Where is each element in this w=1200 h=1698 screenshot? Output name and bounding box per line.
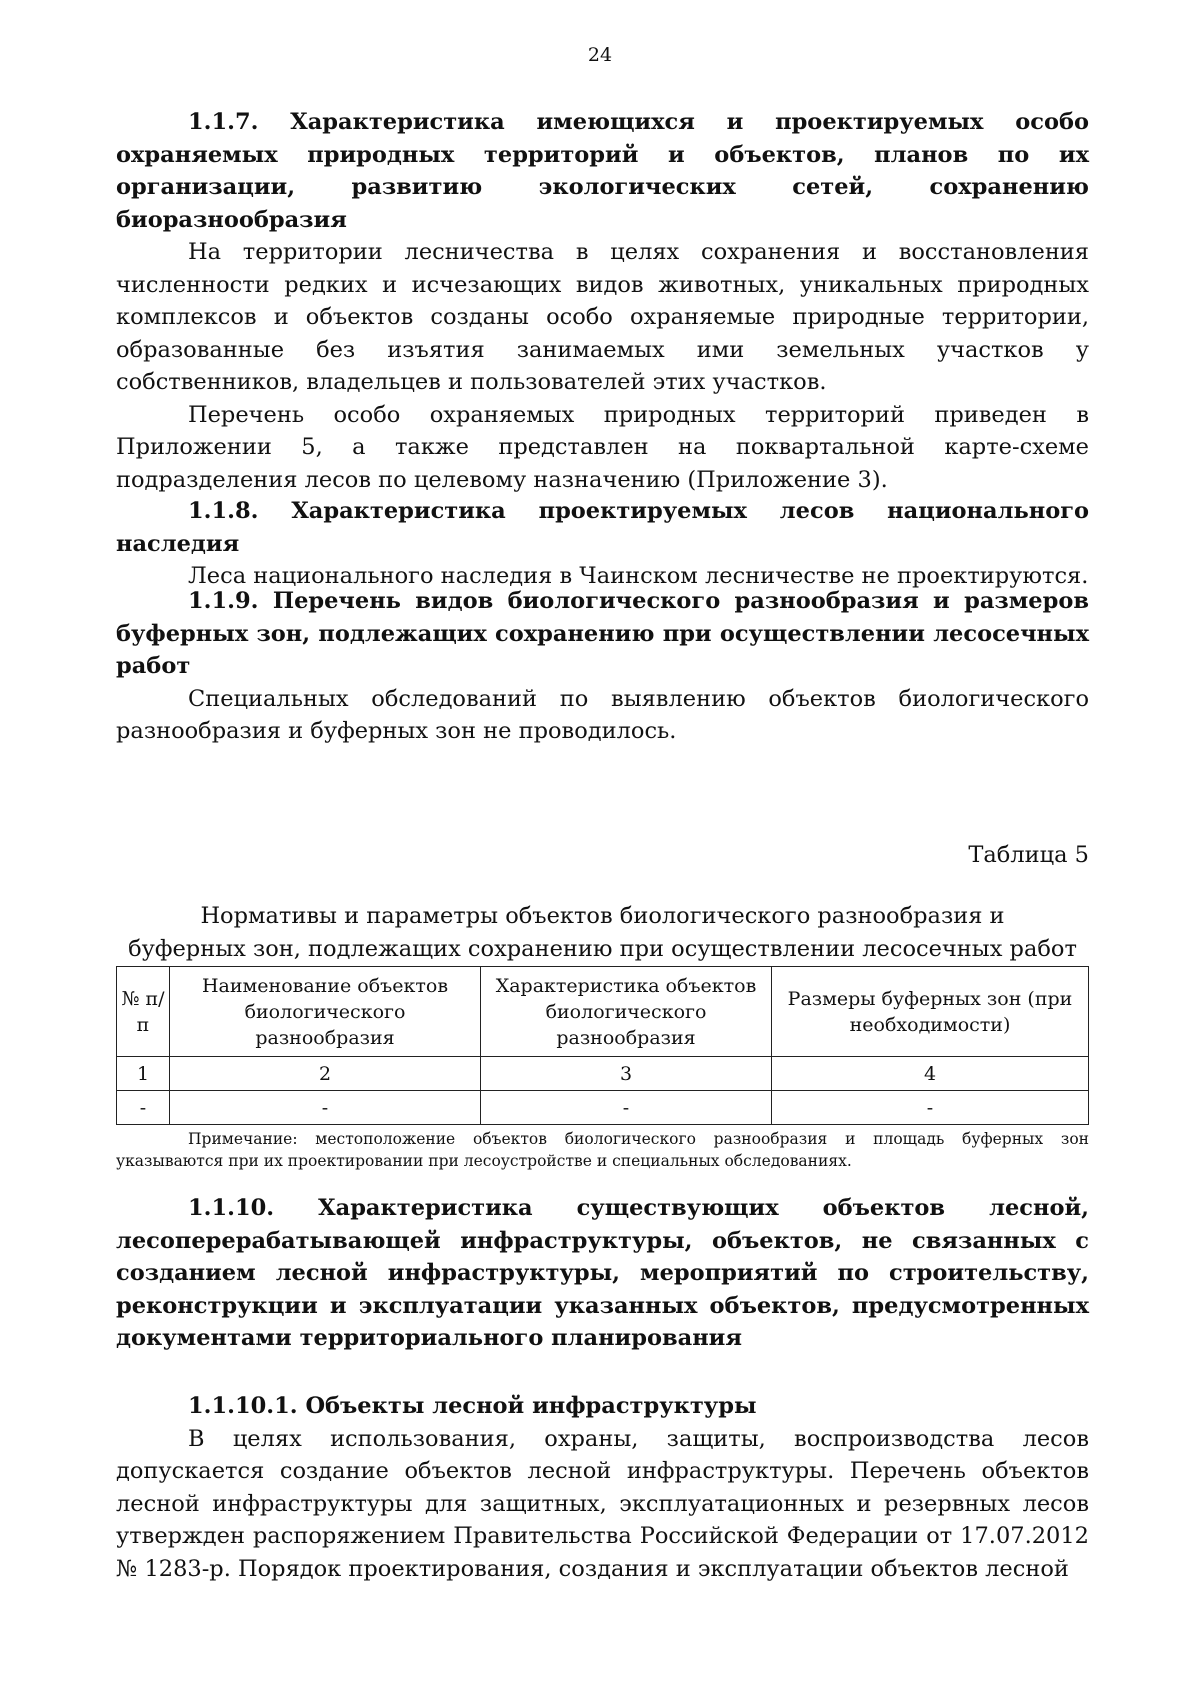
paragraph: Леса национального наследия в Чаинском лесничестве не проектируются. <box>188 563 1089 589</box>
table-cell: 1 <box>117 1057 170 1091</box>
section-1-1-8 <box>116 495 1089 593</box>
section-1-1-10 <box>116 1192 1089 1355</box>
paragraph: Перечень особо охраняемых природных территорий приведен в Приложении 5, а также представлен на поквартальной карте-схеме подразделения лесов по целевому назначению (Приложение 3). <box>116 401 1089 493</box>
header-cell: № п/п <box>117 967 170 1057</box>
table-cell: - <box>481 1091 772 1125</box>
page-number: 24 <box>587 44 613 66</box>
section-1-1-7 <box>116 106 1089 496</box>
table-caption-line: буферных зон, подлежащих сохранению при осуществлении лесосечных работ <box>128 935 1077 962</box>
section-heading: 1.1.9. Перечень видов биологического разнообразия и размеров буферных зон, подлежащих сохранению при осуществлении лесосечных работ <box>116 588 1089 679</box>
paragraph: На территории лесничества в целях сохранения и восстановления численности редких и исчезающих видов животных, уникальных природных комплексов и объектов созданы особо охраняемые природные территории, образованные без изъятия занимаемых ими земельных участков у собственников, владельцев и пользователей этих участков. <box>116 239 1089 395</box>
section-1-1-10-1 <box>116 1390 1089 1585</box>
section-1-1-9 <box>116 585 1089 748</box>
table-5 <box>116 966 1089 1125</box>
table-header-row <box>117 967 1089 1057</box>
table-cell: 3 <box>481 1057 772 1091</box>
section-heading: 1.1.10.1. Объекты лесной инфраструктуры <box>188 1393 757 1419</box>
table-cell: 4 <box>772 1057 1089 1091</box>
table-cell: - <box>117 1091 170 1125</box>
paragraph: В целях использования, охраны, защиты, воспроизводства лесов допускается создание объектов лесной инфраструктуры. Перечень объектов лесной инфраструктуры для защитных, эксплуатационных и резервных лесов утвержден распоряжением Правительства Российской Федерации от 17.07.2012 № 1283-р. Порядок проектирования, создания и эксплуатации объектов лесной <box>116 1425 1089 1582</box>
section-heading: 1.1.7. Характеристика имеющихся и проектируемых особо охраняемых природных территорий и объектов, планов по их организации, развитию экологических сетей, сохранению биоразнообразия <box>116 109 1089 233</box>
table-cell: - <box>772 1091 1089 1125</box>
table-row <box>117 1091 1089 1125</box>
table-caption-line: Нормативы и параметры объектов биологического разнообразия и <box>200 903 1005 929</box>
table-cell: - <box>170 1091 481 1125</box>
table-caption <box>116 900 1089 965</box>
section-heading: 1.1.8. Характеристика проектируемых лесов национального наследия <box>116 498 1089 557</box>
header-cell: Характеристика объектов биологического разнообразия <box>481 967 772 1057</box>
table-label: Таблица 5 <box>968 842 1089 868</box>
header-cell: Размеры буферных зон (при необходимости) <box>772 967 1089 1057</box>
section-heading: 1.1.10. Характеристика существующих объектов лесной, лесоперерабатывающей инфраструктуры, объектов, не связанных с созданием лесной инфраструктуры, мероприятий по строительству, реконструкции и эксплуатации указанных объектов, предусмотренных документами территориального планирования <box>116 1195 1089 1351</box>
header-cell: Наименование объектов биологического разнообразия <box>170 967 481 1057</box>
table-number-row <box>117 1057 1089 1091</box>
table-cell: 2 <box>170 1057 481 1091</box>
table-note: Примечание: местоположение объектов биологического разнообразия и площадь буферных зон указываются при их проектировании при лесоустройстве и специальных обследованиях. <box>116 1130 1089 1170</box>
paragraph: Специальных обследований по выявлению объектов биологического разнообразия и буферных зон не проводилось. <box>116 685 1089 744</box>
